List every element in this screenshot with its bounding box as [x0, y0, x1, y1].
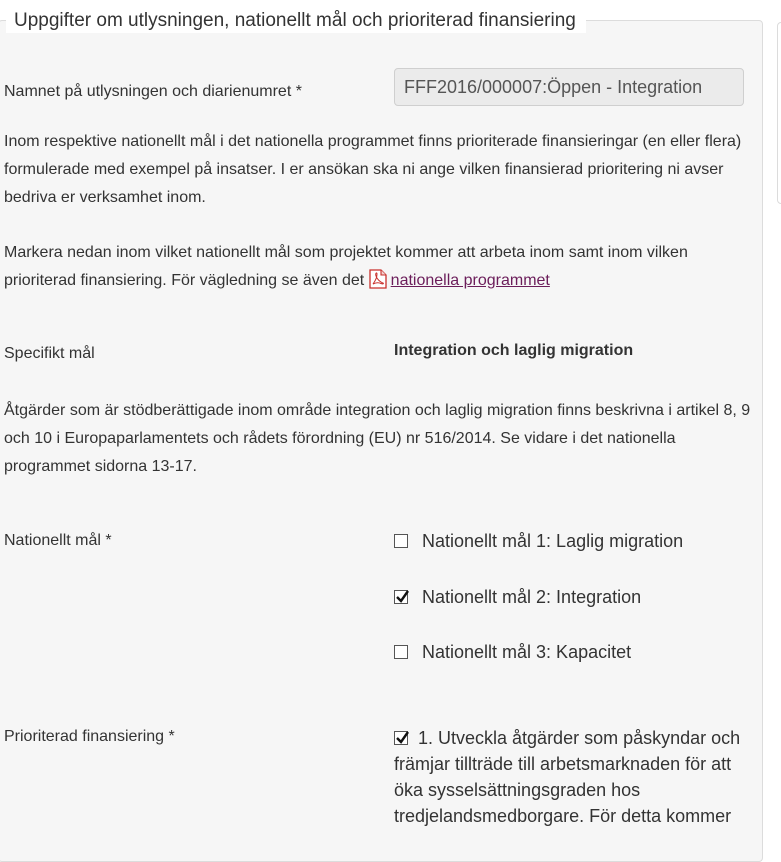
- national-goal-1-checkbox[interactable]: [394, 534, 408, 548]
- specific-goal-value: Integration och laglig migration: [394, 342, 634, 359]
- priority-funding-1-label: 1. Utveckla åtgärder som påskyndar och främjar tillträde till arbetsmarknaden för att öka sysselsättningsgraden hos tredjelandsmedborgare. För detta kommer: [394, 728, 741, 826]
- national-goal-option-1[interactable]: [394, 530, 683, 552]
- national-goal-option-3[interactable]: [394, 641, 631, 663]
- national-goal-label: Nationellt mål *: [4, 532, 112, 549]
- call-name-label: Namnet på utlysningen och diarienumret *: [4, 83, 302, 100]
- call-name-field[interactable]: FFF2016/000007:Öppen - Integration: [394, 68, 744, 106]
- instruction-text: Markera nedan inom vilket nationellt mål som projektet kommer att arbeta inom samt inom vilken prioriterad finansiering. För vägledning se även det: [4, 244, 688, 289]
- priority-funding-option-1[interactable]: [394, 725, 754, 829]
- national-goal-3-label: Nationellt mål 3: Kapacitet: [422, 642, 632, 662]
- checkmark-icon: [394, 729, 410, 747]
- specific-goal-label: Specifikt mål: [4, 345, 95, 362]
- fieldset-legend: Uppgifter om utlysningen, nationellt mål och prioriterad finansiering: [6, 9, 586, 33]
- pdf-icon: [369, 269, 387, 289]
- national-goal-1-label: Nationellt mål 1: Laglig migration: [422, 531, 684, 551]
- intro-paragraph: Inom respektive nationellt mål i det nationella programmet finns prioriterade finansieringar (en eller flera) formulerade med exempel på insatser. I er ansökan ska ni ange vilken finansierad prioritering ni avser bedriva er verksamhet inom.: [4, 133, 742, 206]
- side-panel: [777, 22, 781, 204]
- priority-funding-1-checkbox[interactable]: [394, 731, 408, 745]
- national-goal-3-checkbox[interactable]: [394, 645, 408, 659]
- national-goal-option-2[interactable]: [394, 586, 641, 608]
- instruction-paragraph: [4, 239, 752, 295]
- national-goal-2-label: Nationellt mål 2: Integration: [422, 587, 642, 607]
- national-goal-2-checkbox[interactable]: [394, 590, 408, 604]
- checkmark-icon: [394, 588, 410, 606]
- priority-funding-label: Prioriterad finansiering *: [4, 728, 175, 745]
- national-programme-link[interactable]: nationella programmet: [390, 272, 550, 289]
- measures-paragraph: Åtgärder som är stödberättigade inom område integration och laglig migration finns beskrivna i artikel 8, 9 och 10 i Europaparlamentets och rådets förordning (EU) nr 516/2014. Se vidare i det nationella programmet sidorna 13-17.: [4, 402, 751, 475]
